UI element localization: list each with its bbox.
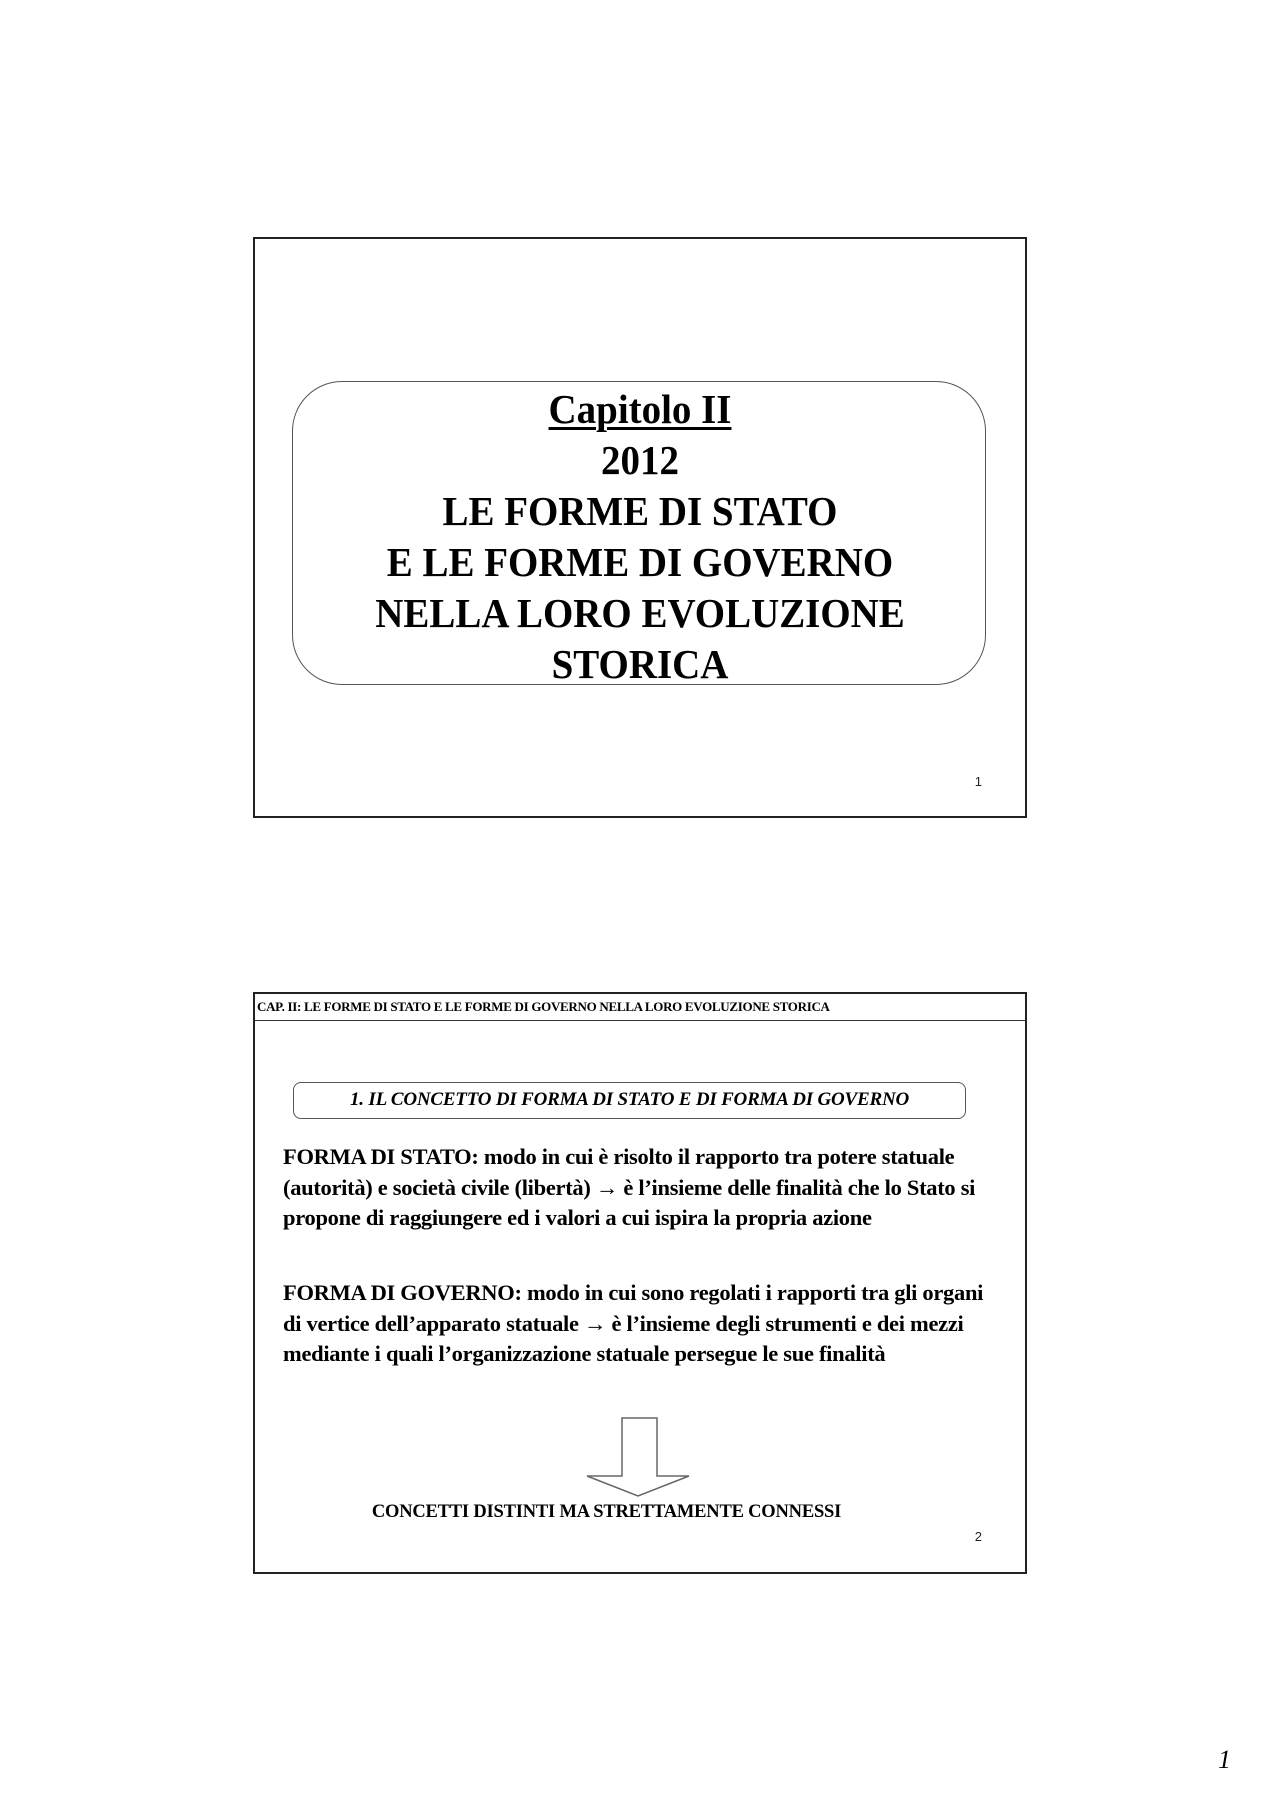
slide-number: 2	[974, 1529, 982, 1544]
slide-1	[253, 237, 1027, 818]
slide-title	[274, 384, 1006, 690]
slide-2	[253, 992, 1027, 1574]
definition-forma-di-governo: FORMA DI GOVERNO: modo in cui sono regolati i rapporti tra gli organi di vertice dell’apparato statuale → è l’insieme degli strumenti e dei mezzi mediante i quali l’organizzazione statuale persegue le sue finalità	[283, 1280, 984, 1366]
down-arrow-outline-icon	[585, 1416, 695, 1498]
title-line: STORICA	[551, 641, 729, 687]
chapter-label: Capitolo II	[548, 386, 732, 432]
slide-header: CAP. II: LE FORME DI STATO E LE FORME DI GOVERNO NELLA LORO EVOLUZIONE STORICA	[255, 994, 1025, 1021]
year-label: 2012	[601, 437, 679, 483]
conclusion-text: CONCETTI DISTINTI MA STRETTAMENTE CONNESSI	[371, 1502, 842, 1522]
title-line: E LE FORME DI GOVERNO	[386, 539, 894, 585]
title-line: LE FORME DI STATO	[442, 488, 838, 534]
section-title: 1. IL CONCETTO DI FORMA DI STATO E DI FORMA DI GOVERNO	[293, 1082, 966, 1119]
definition-forma-di-stato: FORMA DI STATO: modo in cui è risolto il rapporto tra potere statuale (autorità) e società civile (libertà) → è l’insieme delle finalità che lo Stato si propone di raggiungere ed i valori a cui ispira la propria azione	[283, 1144, 976, 1230]
page-number: 1	[1218, 1745, 1231, 1774]
slide-number: 1	[974, 774, 982, 789]
title-line: NELLA LORO EVOLUZIONE	[375, 590, 905, 636]
